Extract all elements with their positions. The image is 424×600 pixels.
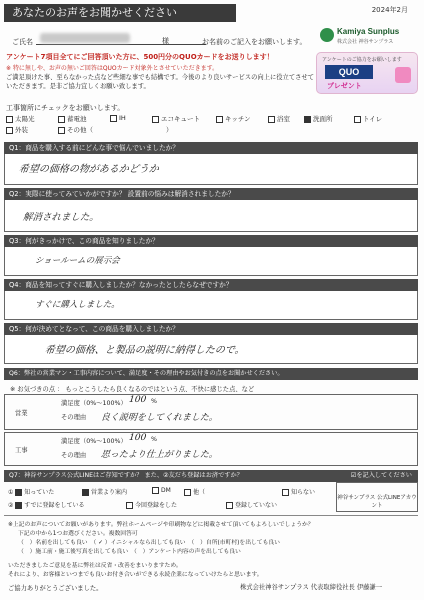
quo-present-banner: [316, 52, 418, 94]
question-2: Q2：実際に使ってみていかがですか？ 設置前の悩みは解消されましたか？: [4, 188, 418, 200]
answer-3-box[interactable]: [4, 247, 418, 276]
sales-rating-block: [4, 394, 418, 430]
answer-2: 解消されました。: [22, 212, 100, 223]
line-account-box: 神谷サンプラス 公式LINEアカウント: [336, 482, 418, 512]
work-item-kitchen[interactable]: キッチン: [216, 114, 251, 123]
answer-4-box[interactable]: [4, 291, 418, 320]
work-item-other-close: ）: [166, 126, 173, 134]
line-opt-known[interactable]: ① 知っていた: [8, 489, 55, 496]
name-label: ご氏名: [12, 38, 33, 46]
work-rating-block: [4, 432, 418, 466]
line-opt-registered-now[interactable]: 今回登録をした: [126, 500, 177, 509]
line-opt-other[interactable]: 他（: [184, 487, 205, 496]
company-logo: [320, 26, 420, 48]
thanks-message: ご協力ありがとうございました。: [8, 585, 103, 592]
quo-card-icon: QUO: [325, 65, 373, 79]
gift-icon: [395, 67, 411, 83]
line-opt-not-registered[interactable]: 登録していない: [226, 500, 277, 509]
sales-label: 営業: [15, 410, 28, 417]
publish-options-2[interactable]: （ ）施工前・施工後写真を出しても良い （ ）アンケート内容の声を出しても良い: [18, 549, 241, 555]
present-caption: アンケートのご協力をお願いします: [322, 57, 402, 63]
answer-4: すぐに購入しました。: [34, 300, 121, 310]
sales-percent: %: [151, 398, 157, 405]
question-6-note: ※ お気づきの点 ： もっとこうしたら良くなるのではという点、不快に感じた点、など: [10, 386, 255, 393]
survey-intro: ご満足頂けた事、至らなかった点など些細な事でも結構です。今後のより良いサービスの向上に役立てさせていただきます。是非ご協力宜しくお願い致します。: [6, 74, 315, 90]
line-opt-unknown[interactable]: 知らない: [282, 487, 315, 496]
publish-instruction: 下記の中から1つお選びください。複数回答可: [18, 531, 138, 537]
closing-line-1: いただきましたご意見を基に弊社は反省・改善をまいりますため。: [8, 563, 182, 569]
sales-satisfaction-value[interactable]: 100: [128, 395, 147, 405]
work-reason[interactable]: 思ったより仕上がりました。: [100, 450, 219, 460]
line-opt-registered[interactable]: ② すでに登録をしている: [8, 502, 85, 509]
work-item-exterior[interactable]: 外装: [6, 125, 28, 134]
name-note: お名前のご記入をお願いします。: [202, 38, 307, 46]
answer-5-box[interactable]: [4, 335, 418, 364]
work-satisfaction-value[interactable]: 100: [128, 433, 147, 443]
question-4: Q4：商品を知ってすぐに購入しましたか？なかったとしたらなぜですか？: [4, 279, 418, 291]
quo-card-notice: アンケート7項目全てにご回答頂いた方に、500円分のQUOカードをお送りします！: [6, 53, 274, 61]
closing-line-2: それにより、お客様といつまでも良いお付き合いができる永続企業になっていけたらと思います。: [8, 572, 263, 578]
publish-request: ※上記のお声についてお願いがあります。弊社ホームページや印刷物などに掲載させて頂いてもよろしいでしょうか？: [8, 522, 314, 528]
answer-1: 希望の価格の物があるかどうか: [18, 164, 160, 175]
sales-satisfaction-label: 満足度（0%〜100%）: [61, 400, 127, 407]
question-5: Q5：何が決めてとなって、この商品を購入しましたか？: [4, 323, 418, 335]
name-suffix: 様: [162, 37, 169, 45]
logo-mark-icon: [320, 28, 334, 42]
logo-brand: Kamiya Sunplus: [337, 27, 400, 36]
work-item-washroom[interactable]: 洗面所: [304, 114, 333, 123]
footer-divider: [4, 515, 418, 516]
question-1: Q1：商品を購入する前にどんな事で悩んでいましたか？: [4, 142, 418, 154]
question-7: [4, 470, 418, 482]
publish-options-1[interactable]: （ ）名前を出しても良い （ ✓ ）イニシャルなら出しても良い （ ）自所(市町村)を出しても良い: [18, 540, 280, 546]
survey-date: 2024年2月: [371, 6, 408, 14]
work-satisfaction-label: 満足度（0%〜100%）: [61, 438, 127, 445]
work-item-other[interactable]: その他（: [58, 125, 93, 134]
line-opt-dm[interactable]: DM: [152, 487, 171, 494]
work-reason-label: その理由: [61, 452, 87, 459]
answer-1-box[interactable]: [4, 154, 418, 185]
question-6: Q6：弊社の営業マン・工事内容について、満足度・その理由やお気付きの点をお聞かせください。: [4, 368, 418, 380]
redacted-name: [40, 33, 130, 43]
work-percent: %: [151, 436, 157, 443]
question-7-text: Q7：神谷サンプラス公式LINEはご存知ですか？ また、②友だち登録はお済ですか？: [9, 472, 243, 479]
answer-2-box[interactable]: [4, 200, 418, 232]
present-label: プレゼント: [327, 82, 362, 90]
work-item-toilet[interactable]: トイレ: [354, 114, 382, 123]
work-area-title: 工事箇所にチェックをお願いします。: [6, 104, 125, 112]
logo-subtitle: 株式会社 神谷サンプラス: [337, 39, 394, 45]
line-opt-sales-guide[interactable]: 営業より案内: [82, 487, 127, 496]
sales-reason-label: その理由: [61, 414, 87, 421]
work-item-ecocute[interactable]: エコキュート: [152, 114, 200, 123]
work-item-solar[interactable]: 太陽光: [6, 114, 35, 123]
sales-reason[interactable]: 良く説明をしてくれました。: [100, 413, 219, 423]
answer-5: 希望の価格、と製品の説明に納得したので。: [44, 345, 246, 356]
work-item-bathroom[interactable]: 浴室: [268, 114, 290, 123]
question-7-check-hint: ☑を記入してください: [350, 472, 412, 479]
question-3: Q3：何がきっかけで、この商品を知りましたか？: [4, 235, 418, 247]
work-label: 工事: [15, 447, 28, 454]
company-signature: 株式会社神谷サンプラス 代表取締役社長 伊藤謙一: [240, 584, 383, 591]
work-item-battery[interactable]: 蓄電池: [58, 114, 87, 123]
answer-3: ショールームの展示会: [34, 256, 121, 266]
work-item-ih[interactable]: IH: [110, 114, 126, 122]
page-title: あなたのお声をお聞かせください: [4, 4, 236, 22]
quo-card-exclusion: ※ 特に無しや、お声の無いご回答はQUOカード対象外とさせていただきます。: [6, 65, 219, 72]
